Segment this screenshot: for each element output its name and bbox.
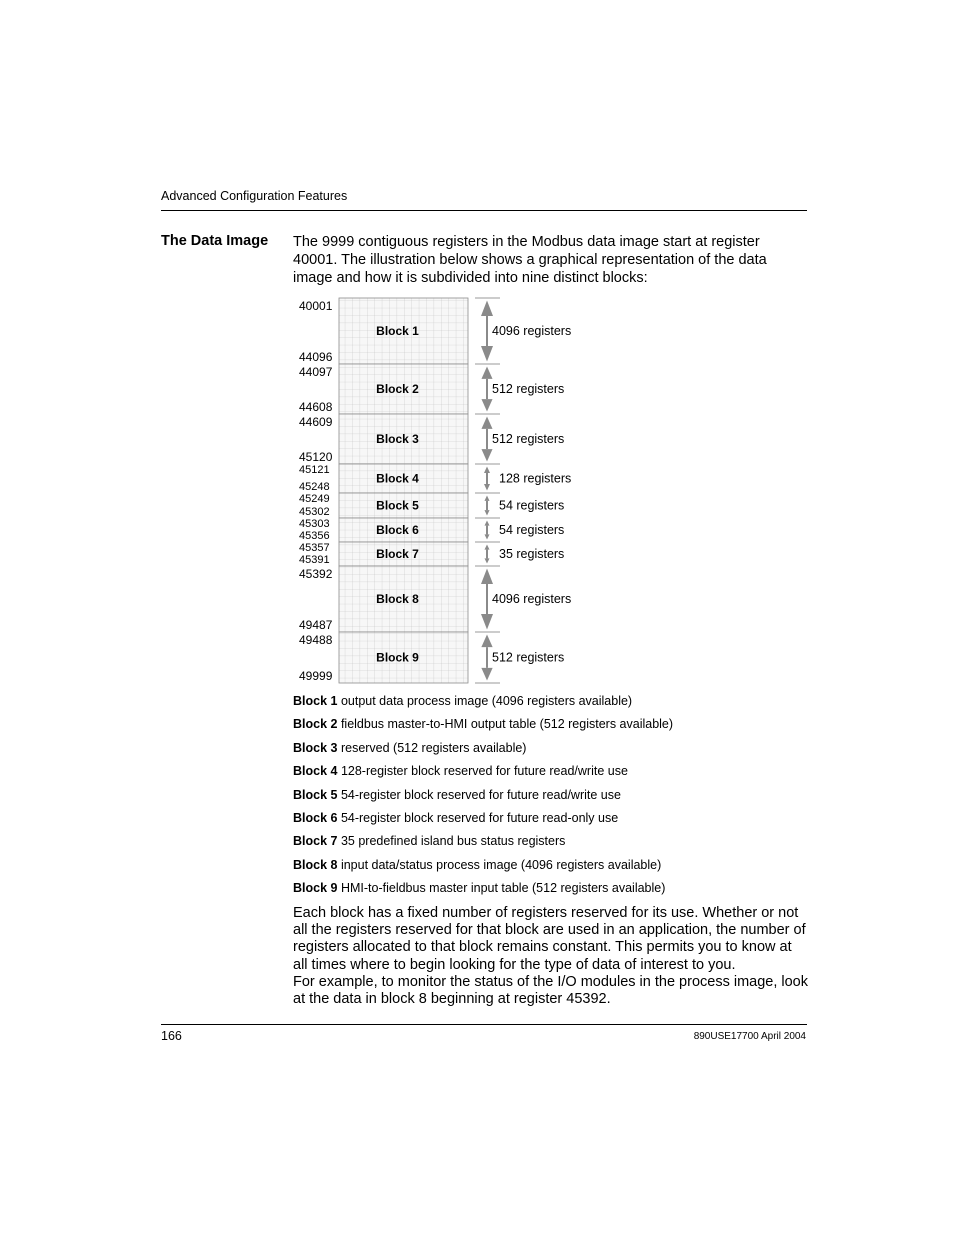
- register-count: 35 registers: [499, 547, 565, 561]
- range-arrow: [484, 467, 490, 491]
- legend-block-description: reserved (512 registers available): [340, 740, 527, 755]
- range-arrow: [481, 417, 492, 462]
- register-count: 54 registers: [499, 498, 565, 513]
- legend-block-name: Block 5: [293, 787, 338, 802]
- legend-item-block-2: [293, 717, 808, 740]
- data-image-diagram: [293, 293, 593, 689]
- legend-block-name: Block 9: [293, 881, 338, 896]
- start-register: 49488: [299, 633, 333, 647]
- header-rule: [161, 210, 807, 211]
- end-register: 45391: [299, 554, 330, 566]
- legend-block-description: 35 predefined island bus status registers: [340, 834, 566, 849]
- end-register: 49487: [299, 618, 333, 632]
- register-count: 512 registers: [492, 650, 565, 665]
- register-count: 4096 registers: [492, 592, 572, 606]
- block-label: Block 5: [376, 498, 419, 513]
- range-arrow: [481, 635, 492, 681]
- legend-block-name: Block 7: [293, 834, 338, 849]
- range-arrow: [484, 496, 489, 516]
- block-label: Block 4: [376, 471, 419, 486]
- legend-block-name: Block 8: [293, 857, 338, 872]
- legend-block-name: Block 2: [293, 717, 338, 732]
- legend-block-name: Block 6: [293, 810, 338, 825]
- end-register: 44096: [299, 350, 333, 364]
- legend-block-description: 54-register block reserved for future read-only use: [340, 810, 619, 825]
- block-label: Block 9: [376, 650, 419, 665]
- register-count: 54 registers: [499, 523, 565, 537]
- register-count: 4096 registers: [492, 324, 572, 338]
- start-register: 45303: [299, 518, 330, 530]
- legend-item-block-5: [293, 788, 808, 811]
- legend-block-description: 54-register block reserved for future read/write use: [340, 787, 621, 802]
- legend-block-name: Block 1: [293, 694, 338, 708]
- block-label: Block 3: [376, 432, 419, 446]
- register-count: 128 registers: [499, 471, 572, 486]
- body-paragraph: [293, 905, 808, 1008]
- body-paragraph-1: Each block has a fixed number of registers reserved for its use. Whether or not all the registers reserved for that block are used in an application, the number of registers allocated to that block remains constant. This permits you to know at all times where to begin looking for the type of data of interest to you.: [293, 905, 806, 973]
- start-register: 44097: [299, 365, 333, 379]
- intro-paragraph: The 9999 contiguous registers in the Modbus data image start at register 40001. The illustration below shows a graphical representation of the data image and how it is subdivided into nine distinct blocks:: [293, 234, 767, 286]
- legend-item-block-1: [293, 694, 808, 717]
- range-arrow: [481, 367, 492, 412]
- section-heading: The Data Image: [161, 233, 269, 249]
- legend-block-description: 128-register block reserved for future read/write use: [340, 764, 628, 779]
- end-register: 45120: [299, 450, 333, 464]
- legend-item-block-4: [293, 764, 808, 787]
- legend-block-name: Block 4: [293, 764, 338, 779]
- block-label: Block 2: [376, 382, 419, 396]
- legend-block-description: output data process image (4096 registers available): [340, 694, 633, 708]
- document-reference: 890USE17700 April 2004: [693, 1031, 806, 1042]
- legend-block-description: input data/status process image (4096 registers available): [340, 857, 662, 872]
- end-register: 45302: [299, 506, 330, 518]
- end-register: 45248: [299, 481, 330, 493]
- footer-rule: [161, 1024, 807, 1025]
- legend-item-block-9: [293, 881, 808, 904]
- start-register: 45249: [299, 493, 330, 505]
- legend-item-block-6: [293, 811, 808, 834]
- register-count: 512 registers: [492, 432, 565, 446]
- running-header: Advanced Configuration Features: [161, 189, 348, 203]
- block-label: Block 7: [376, 547, 419, 561]
- legend-block-description: fieldbus master-to-HMI output table (512 registers available): [340, 717, 674, 732]
- legend-item-block-3: [293, 741, 808, 764]
- page-number: 166: [161, 1029, 182, 1043]
- start-register: 45392: [299, 567, 333, 581]
- register-count: 512 registers: [492, 382, 565, 396]
- range-arrow: [485, 545, 490, 564]
- legend-block-description: HMI-to-fieldbus master input table (512 registers available): [340, 881, 666, 896]
- end-register: 44608: [299, 400, 333, 414]
- start-register: 40001: [299, 299, 333, 313]
- end-register: 49999: [299, 669, 333, 683]
- start-register: 44609: [299, 415, 333, 429]
- block-label: Block 8: [376, 592, 419, 606]
- end-register: 45356: [299, 530, 330, 542]
- body-paragraph-2: For example, to monitor the status of the I/O modules in the process image, look at the data in block 8 beginning at register 45392.: [293, 973, 808, 1008]
- legend-block-name: Block 3: [293, 740, 338, 755]
- start-register: 45357: [299, 542, 330, 554]
- block-legend: [293, 694, 808, 905]
- block-label: Block 6: [376, 523, 419, 537]
- range-arrow: [485, 521, 490, 540]
- block-label: Block 1: [376, 324, 419, 338]
- start-register: 45121: [299, 464, 330, 476]
- legend-item-block-7: [293, 834, 808, 857]
- legend-item-block-8: [293, 858, 808, 881]
